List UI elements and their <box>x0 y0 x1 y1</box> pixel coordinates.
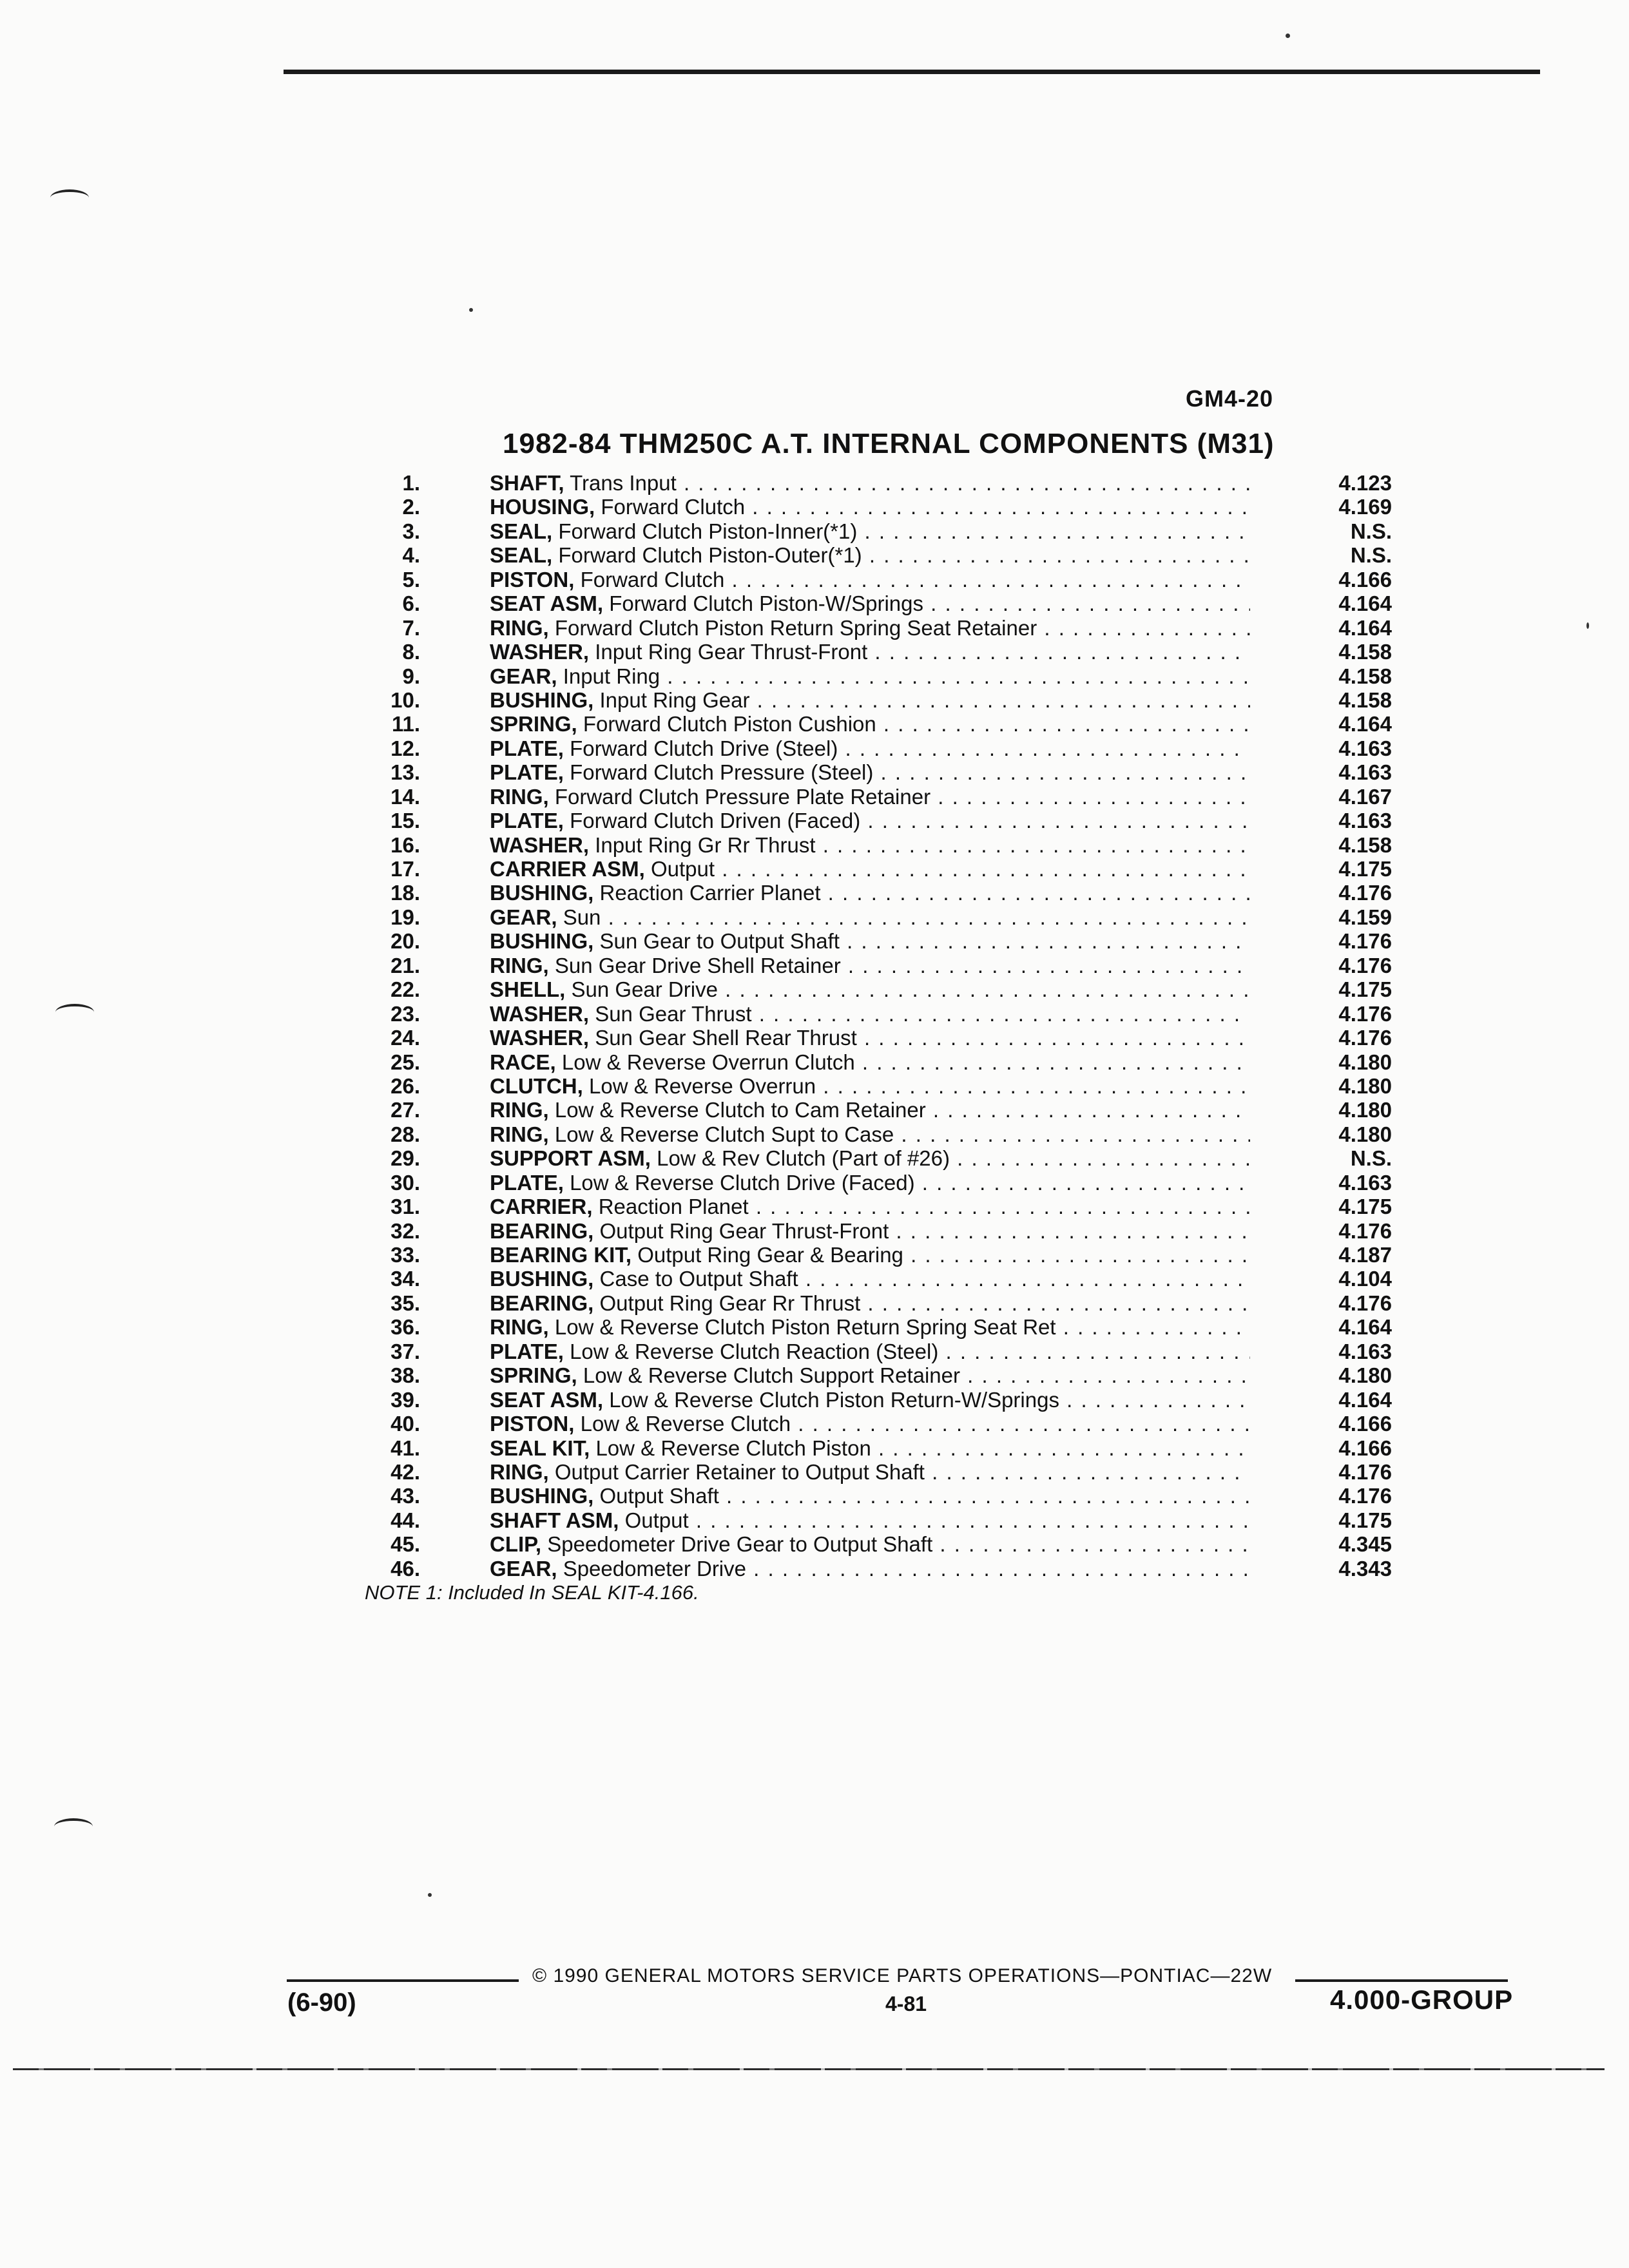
part-row <box>0 905 1629 929</box>
part-row <box>0 712 1629 736</box>
part-description <box>490 1002 1250 1026</box>
part-description <box>490 1050 1250 1074</box>
part-number: 13. <box>390 760 420 785</box>
part-number: 23. <box>390 1001 420 1026</box>
part-number: 21. <box>390 953 420 977</box>
part-keyword: SPRING, <box>490 712 577 736</box>
part-detail: Low & Reverse Overrun Clutch <box>561 1050 855 1074</box>
part-keyword: SHELL, <box>490 977 566 1002</box>
part-description <box>490 1195 1250 1218</box>
part-keyword: GEAR, <box>490 905 557 929</box>
part-detail: Low & Reverse Clutch Reaction (Steel) <box>570 1339 939 1363</box>
part-detail: Sun Gear Drive <box>571 977 718 1002</box>
part-number: 2. <box>402 495 420 519</box>
part-description <box>490 1171 1250 1195</box>
part-number: 24. <box>390 1026 420 1050</box>
part-reference: 4.180 <box>1338 1122 1392 1146</box>
part-reference: 4.167 <box>1338 784 1392 809</box>
part-description <box>490 905 1250 929</box>
part-keyword: BUSHING, <box>490 687 594 712</box>
part-detail: Forward Clutch Piston Cushion <box>583 712 876 736</box>
part-reference: 4.164 <box>1338 712 1392 736</box>
part-detail: Input Ring Gear Thrust-Front <box>595 640 868 664</box>
part-row <box>0 1219 1629 1243</box>
footer-rule-right <box>1295 1979 1508 1982</box>
part-keyword: CLUTCH, <box>490 1073 583 1098</box>
part-keyword: RING, <box>490 953 549 977</box>
part-description <box>490 857 1250 881</box>
part-detail: Case to Output Shaft <box>599 1267 798 1291</box>
part-reference: 4.166 <box>1338 567 1392 591</box>
part-keyword: WASHER, <box>490 1026 590 1050</box>
part-detail: Input Ring Gear <box>599 687 750 712</box>
part-keyword: SUPPORT ASM, <box>490 1146 651 1171</box>
bottom-rule <box>13 2068 1605 2070</box>
part-number: 22. <box>390 977 420 1002</box>
part-number: 19. <box>390 905 420 929</box>
part-row <box>0 1315 1629 1339</box>
part-keyword: PLATE, <box>490 1170 564 1195</box>
part-number: 26. <box>390 1073 420 1098</box>
part-number: 34. <box>390 1267 420 1291</box>
part-reference: 4.176 <box>1338 1484 1392 1508</box>
part-row <box>0 1460 1629 1484</box>
part-number: 10. <box>390 687 420 712</box>
part-detail: Sun Gear Thrust <box>595 1001 752 1026</box>
part-number: 30. <box>390 1170 420 1195</box>
part-row <box>0 1050 1629 1074</box>
part-detail: Low & Reverse Clutch Piston <box>595 1436 871 1460</box>
part-row <box>0 1363 1629 1387</box>
part-reference: 4.163 <box>1338 736 1392 760</box>
part-description <box>490 568 1250 591</box>
part-reference: 4.180 <box>1338 1363 1392 1388</box>
part-row <box>0 954 1629 977</box>
part-description <box>490 1315 1250 1339</box>
part-detail: Forward Clutch Pressure (Steel) <box>570 760 874 785</box>
part-detail: Low & Reverse Clutch Piston Return Spring Seat Ret <box>554 1315 1056 1340</box>
part-description <box>490 1122 1250 1146</box>
part-number: 4. <box>402 543 420 568</box>
part-description <box>490 591 1250 615</box>
part-number: 44. <box>390 1508 420 1532</box>
part-row <box>0 881 1629 905</box>
part-reference: N.S. <box>1350 519 1392 543</box>
part-row <box>0 1098 1629 1122</box>
part-description <box>490 1412 1250 1436</box>
part-reference: 4.175 <box>1338 1508 1392 1532</box>
part-description <box>490 1243 1250 1267</box>
part-reference: 4.158 <box>1338 687 1392 712</box>
part-number: 33. <box>390 1243 420 1267</box>
part-description <box>490 1146 1250 1170</box>
part-reference: 4.175 <box>1338 977 1392 1002</box>
part-keyword: BEARING, <box>490 1218 594 1243</box>
part-keyword: GEAR, <box>490 1556 557 1581</box>
part-row <box>0 1267 1629 1291</box>
part-reference: 4.176 <box>1338 953 1392 977</box>
part-detail: Low & Rev Clutch (Part of #26) <box>657 1146 950 1171</box>
part-reference: 4.166 <box>1338 1412 1392 1436</box>
part-description <box>490 471 1250 495</box>
part-detail: Reaction Carrier Planet <box>599 881 821 905</box>
part-number: 6. <box>402 591 420 616</box>
part-detail: Output <box>650 857 715 881</box>
part-keyword: WASHER, <box>490 640 590 664</box>
part-reference: 4.176 <box>1338 1459 1392 1484</box>
scan-speck <box>1286 34 1290 38</box>
part-reference: 4.164 <box>1338 615 1392 640</box>
part-keyword: SEAT ASM, <box>490 591 604 616</box>
part-keyword: PISTON, <box>490 1412 575 1436</box>
part-reference: 4.180 <box>1338 1073 1392 1098</box>
part-number: 15. <box>390 809 420 833</box>
part-detail: Forward Clutch Pressure Plate Retainer <box>554 784 931 809</box>
part-keyword: RING, <box>490 1098 549 1122</box>
part-row <box>0 1074 1629 1098</box>
part-reference: 4.176 <box>1338 1001 1392 1026</box>
part-description <box>490 640 1250 664</box>
part-row <box>0 1122 1629 1146</box>
part-number: 41. <box>390 1436 420 1460</box>
revision-date: (6-90) <box>287 1988 356 2017</box>
part-description <box>490 1340 1250 1363</box>
parts-list <box>0 471 1629 1581</box>
part-keyword: SEAL, <box>490 519 553 543</box>
part-number: 7. <box>402 615 420 640</box>
part-number: 16. <box>390 832 420 857</box>
part-number: 37. <box>390 1339 420 1363</box>
part-detail: Trans Input <box>570 471 677 495</box>
part-description <box>490 809 1250 832</box>
part-detail: Sun Gear Shell Rear Thrust <box>595 1026 857 1050</box>
part-number: 17. <box>390 857 420 881</box>
part-description <box>490 833 1250 857</box>
part-description <box>490 1291 1250 1315</box>
footnote: NOTE 1: Included In SEAL KIT-4.166. <box>365 1581 699 1604</box>
part-number: 39. <box>390 1387 420 1412</box>
part-detail: Low & Reverse Clutch Supt to Case <box>554 1122 894 1146</box>
part-description <box>490 1532 1250 1556</box>
part-description <box>490 1363 1250 1387</box>
part-keyword: WASHER, <box>490 832 590 857</box>
part-row <box>0 1532 1629 1556</box>
part-row <box>0 1291 1629 1315</box>
part-keyword: RING, <box>490 1315 549 1340</box>
part-keyword: SEAL KIT, <box>490 1436 590 1460</box>
part-description <box>490 1460 1250 1484</box>
part-number: 28. <box>390 1122 420 1146</box>
part-row <box>0 1484 1629 1508</box>
part-detail: Output Ring Gear & Bearing <box>637 1243 903 1267</box>
part-row <box>0 640 1629 664</box>
part-description <box>490 1508 1250 1532</box>
part-row <box>0 519 1629 543</box>
part-number: 31. <box>390 1195 420 1219</box>
part-row <box>0 833 1629 857</box>
part-keyword: PLATE, <box>490 760 564 785</box>
part-keyword: CARRIER, <box>490 1195 593 1219</box>
top-rule <box>284 70 1540 74</box>
part-reference: 4.176 <box>1338 1218 1392 1243</box>
part-reference: 4.123 <box>1338 471 1392 495</box>
part-description <box>490 712 1250 736</box>
part-number: 11. <box>391 712 420 736</box>
footer-rule-left <box>287 1979 519 1982</box>
part-row <box>0 785 1629 809</box>
part-reference: 4.163 <box>1338 1339 1392 1363</box>
part-description <box>490 977 1250 1001</box>
part-number: 46. <box>390 1556 420 1581</box>
part-reference: 4.175 <box>1338 857 1392 881</box>
part-keyword: RING, <box>490 615 549 640</box>
part-row <box>0 857 1629 881</box>
part-row <box>0 1412 1629 1436</box>
scan-speck <box>469 308 473 312</box>
part-row <box>0 1002 1629 1026</box>
part-row <box>0 760 1629 784</box>
group-label: 4.000-GROUP <box>1330 1984 1514 2015</box>
part-description <box>490 1484 1250 1508</box>
part-keyword: BEARING KIT, <box>490 1243 632 1267</box>
part-reference: 4.163 <box>1338 809 1392 833</box>
part-row <box>0 1340 1629 1363</box>
part-reference: 4.158 <box>1338 664 1392 688</box>
part-description <box>490 688 1250 712</box>
part-detail: Low & Reverse Clutch <box>580 1412 791 1436</box>
part-keyword: WASHER, <box>490 1001 590 1026</box>
part-reference: 4.169 <box>1338 495 1392 519</box>
part-number: 9. <box>402 664 420 688</box>
part-number: 25. <box>390 1050 420 1074</box>
part-number: 40. <box>390 1412 420 1436</box>
part-reference: 4.176 <box>1338 929 1392 954</box>
part-reference: 4.180 <box>1338 1098 1392 1122</box>
part-description <box>490 1388 1250 1412</box>
part-detail: Forward Clutch Drive (Steel) <box>570 736 838 760</box>
part-reference: 4.343 <box>1338 1556 1392 1581</box>
part-detail: Forward Clutch Piston-Inner(*1) <box>558 519 858 543</box>
part-row <box>0 495 1629 519</box>
part-detail: Speedometer Drive <box>563 1556 746 1581</box>
part-number: 42. <box>390 1459 420 1484</box>
part-description <box>490 1436 1250 1460</box>
part-number: 1. <box>402 471 420 495</box>
part-detail: Reaction Planet <box>598 1195 749 1219</box>
part-description <box>490 495 1250 519</box>
part-keyword: RING, <box>490 784 549 809</box>
part-number: 18. <box>390 881 420 905</box>
part-description <box>490 785 1250 809</box>
part-reference: 4.176 <box>1338 1026 1392 1050</box>
part-detail: Forward Clutch Piston-Outer(*1) <box>558 543 862 568</box>
part-detail: Output Shaft <box>599 1484 719 1508</box>
part-row <box>0 736 1629 760</box>
part-keyword: RACE, <box>490 1050 556 1074</box>
part-detail: Output <box>624 1508 689 1532</box>
part-detail: Forward Clutch Piston-W/Springs <box>609 591 924 616</box>
part-row <box>0 1436 1629 1460</box>
part-description <box>490 1219 1250 1243</box>
part-reference: 4.166 <box>1338 1436 1392 1460</box>
part-row <box>0 1195 1629 1218</box>
part-number: 3. <box>402 519 420 543</box>
part-detail: Input Ring <box>563 664 660 688</box>
part-detail: Sun <box>563 905 601 929</box>
part-number: 35. <box>390 1291 420 1315</box>
part-detail: Forward Clutch <box>580 567 725 591</box>
part-detail: Output Ring Gear Thrust-Front <box>599 1218 889 1243</box>
part-description <box>490 929 1250 953</box>
part-reference: N.S. <box>1350 543 1392 568</box>
part-description <box>490 1074 1250 1098</box>
part-keyword: SEAL, <box>490 543 553 568</box>
part-number: 14. <box>390 784 420 809</box>
part-description <box>490 760 1250 784</box>
part-detail: Low & Reverse Clutch Piston Return-W/Springs <box>609 1387 1059 1412</box>
part-row <box>0 1508 1629 1532</box>
part-keyword: HOUSING, <box>490 495 595 519</box>
part-reference: 4.159 <box>1338 905 1392 929</box>
part-keyword: PLATE, <box>490 809 564 833</box>
part-reference: 4.164 <box>1338 1387 1392 1412</box>
part-description <box>490 954 1250 977</box>
part-detail: Sun Gear to Output Shaft <box>599 929 840 954</box>
part-row <box>0 929 1629 953</box>
part-row <box>0 1146 1629 1170</box>
part-row <box>0 1557 1629 1581</box>
part-reference: 4.158 <box>1338 640 1392 664</box>
part-row <box>0 471 1629 495</box>
part-keyword: CLIP, <box>490 1532 542 1557</box>
part-detail: Low & Reverse Clutch Drive (Faced) <box>570 1170 915 1195</box>
part-row <box>0 1243 1629 1267</box>
part-number: 43. <box>390 1484 420 1508</box>
part-description <box>490 1267 1250 1291</box>
part-keyword: PLATE, <box>490 1339 564 1363</box>
part-number: 36. <box>390 1315 420 1340</box>
part-number: 32. <box>390 1218 420 1243</box>
part-detail: Input Ring Gr Rr Thrust <box>595 832 816 857</box>
part-description <box>490 543 1250 567</box>
part-keyword: BUSHING, <box>490 881 594 905</box>
part-reference: N.S. <box>1350 1146 1392 1171</box>
part-row <box>0 1388 1629 1412</box>
part-row <box>0 809 1629 832</box>
part-row <box>0 616 1629 640</box>
page-number: 4-81 <box>885 1992 927 2015</box>
part-row <box>0 977 1629 1001</box>
part-keyword: BEARING, <box>490 1291 594 1315</box>
part-number: 8. <box>402 640 420 664</box>
part-reference: 4.345 <box>1338 1532 1392 1557</box>
part-row <box>0 664 1629 688</box>
part-number: 5. <box>402 567 420 591</box>
part-keyword: BUSHING, <box>490 1267 594 1291</box>
part-keyword: SPRING, <box>490 1363 577 1388</box>
part-row <box>0 688 1629 712</box>
part-number: 27. <box>390 1098 420 1122</box>
part-reference: 4.163 <box>1338 760 1392 785</box>
part-keyword: SEAT ASM, <box>490 1387 604 1412</box>
part-detail: Forward Clutch Driven (Faced) <box>570 809 861 833</box>
part-description <box>490 519 1250 543</box>
part-number: 29. <box>390 1146 420 1171</box>
part-description <box>490 736 1250 760</box>
part-reference: 4.164 <box>1338 1315 1392 1340</box>
scan-speck <box>428 1893 432 1897</box>
part-number: 38. <box>390 1363 420 1388</box>
part-row <box>0 543 1629 567</box>
part-detail: Low & Reverse Clutch Support Retainer <box>583 1363 960 1388</box>
part-keyword: CARRIER ASM, <box>490 857 645 881</box>
part-detail: Forward Clutch <box>601 495 746 519</box>
part-keyword: PISTON, <box>490 567 575 591</box>
part-keyword: SHAFT ASM, <box>490 1508 619 1532</box>
part-reference: 4.176 <box>1338 1291 1392 1315</box>
part-reference: 4.187 <box>1338 1243 1392 1267</box>
margin-mark <box>50 189 89 206</box>
part-description <box>490 1026 1250 1050</box>
part-row <box>0 1026 1629 1050</box>
part-keyword: PLATE, <box>490 736 564 760</box>
part-row <box>0 568 1629 591</box>
part-reference: 4.180 <box>1338 1050 1392 1074</box>
page-title: 1982-84 THM250C A.T. INTERNAL COMPONENTS (M31) <box>503 428 1275 459</box>
part-detail: Low & Reverse Clutch to Cam Retainer <box>554 1098 926 1122</box>
part-reference: 4.175 <box>1338 1195 1392 1219</box>
part-description <box>490 616 1250 640</box>
part-keyword: GEAR, <box>490 664 557 688</box>
part-detail: Low & Reverse Overrun <box>588 1073 816 1098</box>
part-detail: Output Ring Gear Rr Thrust <box>599 1291 861 1315</box>
part-detail: Speedometer Drive Gear to Output Shaft <box>547 1532 933 1557</box>
part-reference: 4.176 <box>1338 881 1392 905</box>
part-description <box>490 881 1250 905</box>
part-detail: Sun Gear Drive Shell Retainer <box>554 953 841 977</box>
margin-mark <box>54 1818 93 1835</box>
part-description <box>490 1098 1250 1122</box>
part-reference: 4.163 <box>1338 1170 1392 1195</box>
part-detail: Forward Clutch Piston Return Spring Seat Retainer <box>554 615 1037 640</box>
part-keyword: RING, <box>490 1122 549 1146</box>
part-number: 45. <box>390 1532 420 1557</box>
part-keyword: BUSHING, <box>490 1484 594 1508</box>
part-reference: 4.104 <box>1338 1267 1392 1291</box>
part-reference: 4.164 <box>1338 591 1392 616</box>
part-description <box>490 664 1250 688</box>
catalog-code: GM4-20 <box>1186 385 1274 412</box>
part-detail: Output Carrier Retainer to Output Shaft <box>554 1459 925 1484</box>
part-keyword: SHAFT, <box>490 471 564 495</box>
part-number: 20. <box>390 929 420 954</box>
part-row <box>0 1171 1629 1195</box>
part-row <box>0 591 1629 615</box>
part-number: 12. <box>390 736 420 760</box>
part-keyword: RING, <box>490 1459 549 1484</box>
part-description <box>490 1557 1250 1581</box>
copyright-line: © 1990 GENERAL MOTORS SERVICE PARTS OPERATIONS—PONTIAC—22W <box>532 1965 1273 1986</box>
part-keyword: BUSHING, <box>490 929 594 954</box>
part-reference: 4.158 <box>1338 832 1392 857</box>
